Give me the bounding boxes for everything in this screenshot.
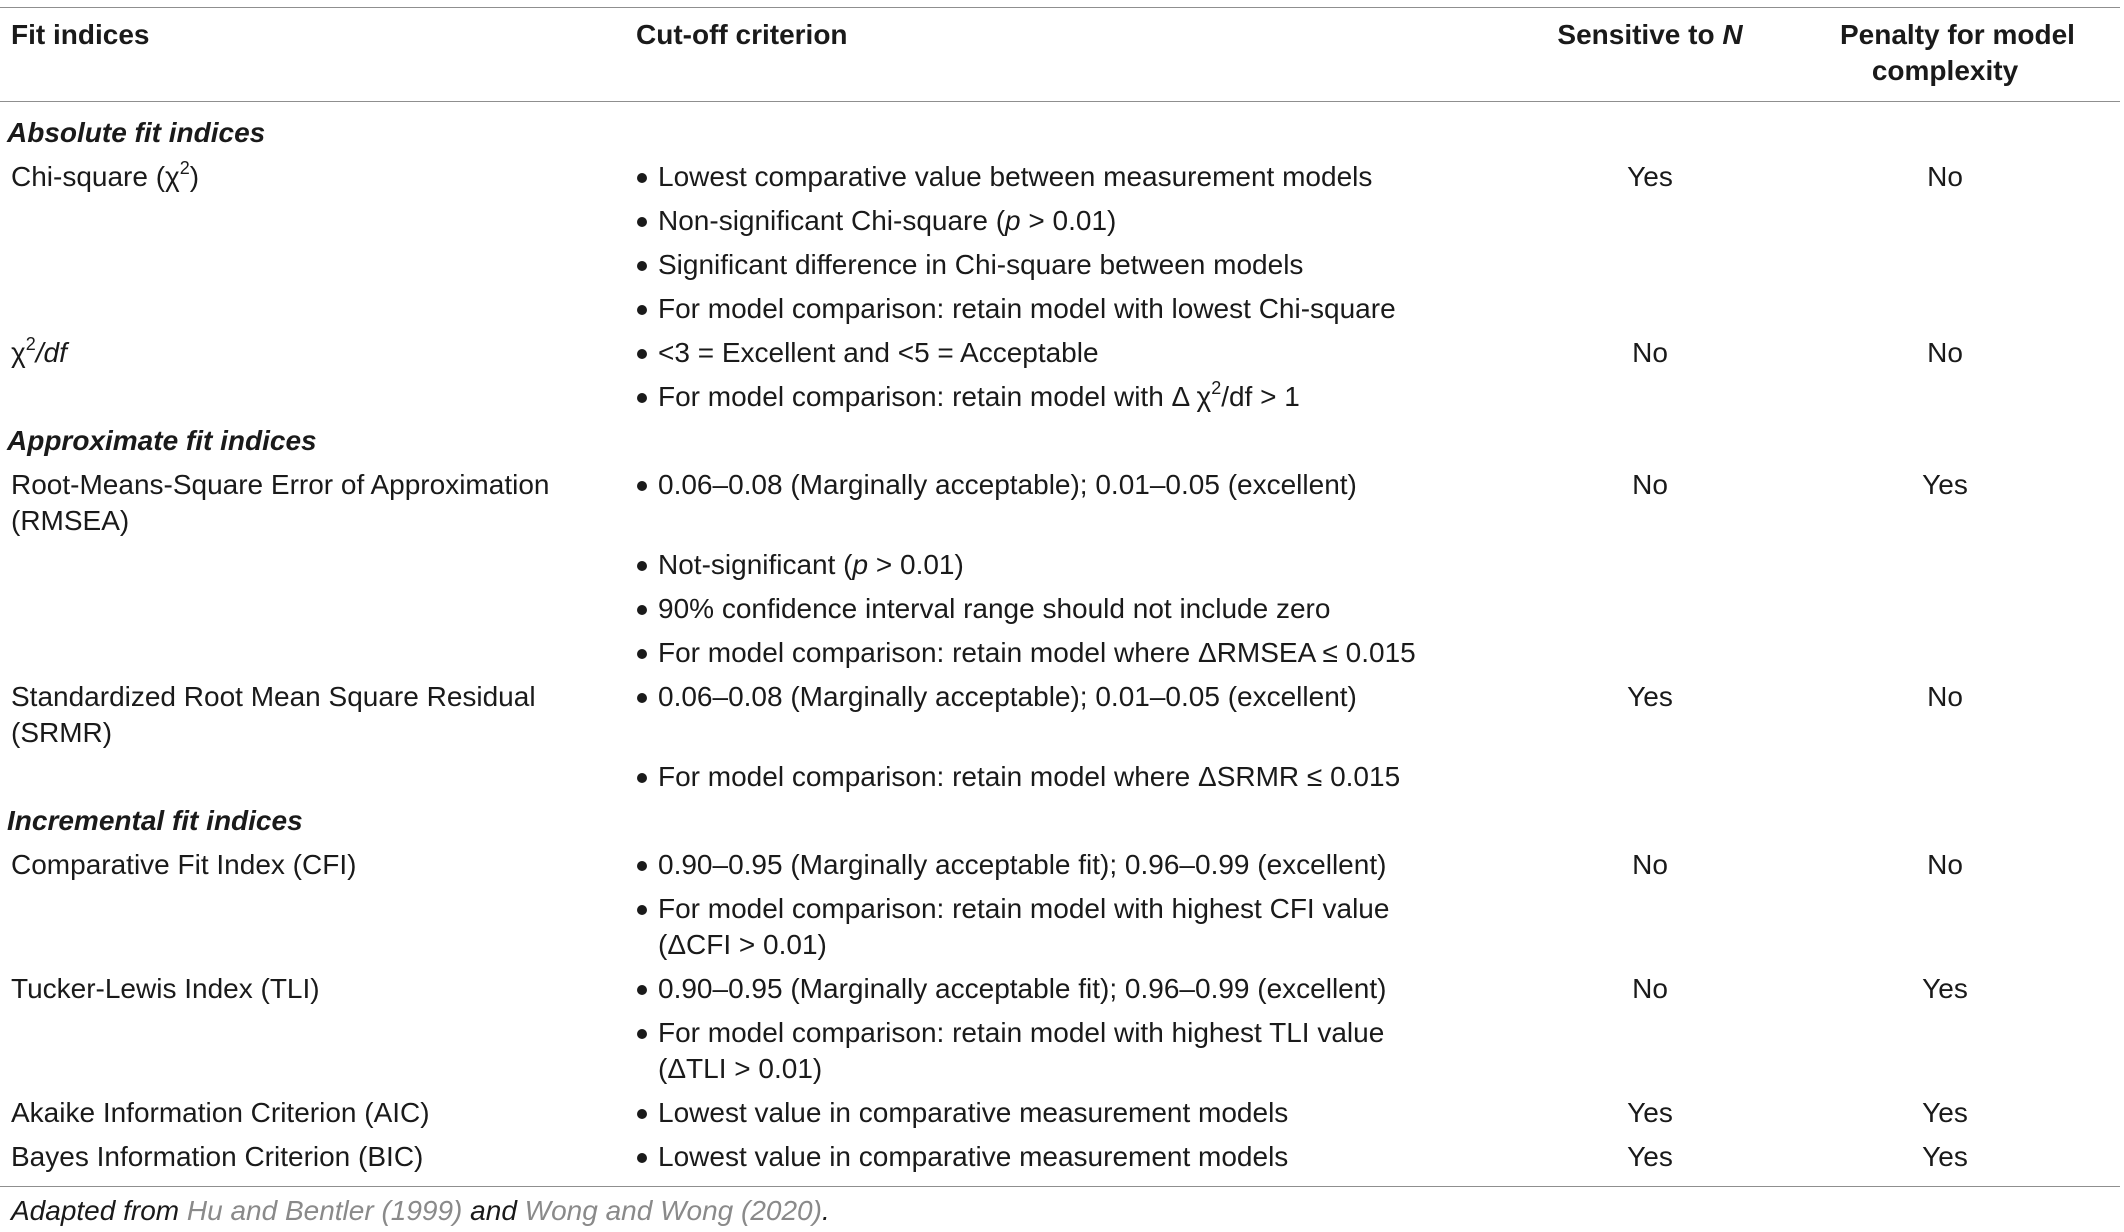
table-footnote <box>11 1193 830 1229</box>
row-srmr-name-line2: (SRMR) <box>11 717 113 748</box>
row-rmsea-criterion-2: Not-significant (p > 0.01) <box>658 549 964 580</box>
header-sensitive-prefix: Sensitive to <box>1557 19 1723 50</box>
row-chisq-df-name: $\chi^2/df$ <box>11 334 67 368</box>
row-chisq-name: Chi-square $(\chi^2)$ <box>11 158 200 192</box>
row-rmsea-name-line2: (RMSEA) <box>11 505 130 536</box>
section-approximate: Approximate fit indices <box>7 425 317 456</box>
row-srmr-penalty: No <box>1927 681 1963 712</box>
row-rmsea-criterion-4: For model comparison: retain model where ΔRMSEA ≤ 0.015 <box>658 637 1416 668</box>
header-cutoff-criterion: Cut-off criterion <box>636 19 848 50</box>
row-cfi-criterion-1: 0.90–0.95 (Marginally acceptable fit); 0.96–0.99 (excellent) <box>658 849 1387 880</box>
bullet-icon <box>637 605 647 615</box>
bullet-icon <box>637 481 647 491</box>
bullet-icon <box>637 649 647 659</box>
header-penalty-line1: Penalty for model <box>1840 19 2075 50</box>
row-rmsea-name-line1: Root-Means-Square Error of Approximation <box>11 469 550 500</box>
row-cfi-criterion-2: For model comparison: retain model with highest CFI value <box>658 893 1390 924</box>
bullet-icon <box>637 773 647 783</box>
row-chisq-criterion-1: Lowest comparative value between measurement models <box>658 161 1373 192</box>
bullet-icon <box>637 985 647 995</box>
header-fit-indices: Fit indices <box>11 19 150 50</box>
row-rmsea-criterion-3: 90% confidence interval range should not include zero <box>658 593 1331 624</box>
header-sensitive-n: N <box>1722 19 1743 50</box>
row-bic-name: Bayes Information Criterion (BIC) <box>11 1141 424 1172</box>
bullet-icon <box>637 305 647 315</box>
footnote-middle: and <box>462 1195 525 1226</box>
top-rule <box>0 7 2120 8</box>
row-aic-name: Akaike Information Criterion (AIC) <box>11 1097 430 1128</box>
row-tli-criterion-1: 0.90–0.95 (Marginally acceptable fit); 0.96–0.99 (excellent) <box>658 973 1387 1004</box>
header-sensitive-to-n <box>1550 17 1750 53</box>
footnote-prefix: Adapted from <box>11 1195 187 1226</box>
row-cfi-sensitive: No <box>1632 849 1668 880</box>
row-srmr-criterion-2: For model comparison: retain model where ΔSRMR ≤ 0.015 <box>658 761 1401 792</box>
bullet-icon <box>637 261 647 271</box>
bullet-icon <box>637 561 647 571</box>
header-penalty-line2: complexity <box>1871 55 2019 86</box>
row-chisq-df-criterion-1: <3 = Excellent and <5 = Acceptable <box>658 337 1099 368</box>
row-chisq-df-sensitive: No <box>1632 337 1668 368</box>
row-cfi-penalty: No <box>1927 849 1963 880</box>
section-incremental: Incremental fit indices <box>7 805 303 836</box>
row-chisq-criterion-3: Significant difference in Chi-square between models <box>658 249 1304 280</box>
bullet-icon <box>637 1109 647 1119</box>
row-bic-penalty: Yes <box>1922 1141 1968 1172</box>
bullet-icon <box>637 905 647 915</box>
row-srmr-name-line1: Standardized Root Mean Square Residual <box>11 681 536 712</box>
row-chisq-criterion-4: For model comparison: retain model with lowest Chi-square <box>658 293 1396 324</box>
row-rmsea-penalty: Yes <box>1922 469 1968 500</box>
row-srmr-criterion-1: 0.06–0.08 (Marginally acceptable); 0.01–0.05 (excellent) <box>658 681 1357 712</box>
row-cfi-criterion-2-cont: (ΔCFI > 0.01) <box>658 929 827 960</box>
row-tli-criterion-2: For model comparison: retain model with highest TLI value <box>658 1017 1385 1048</box>
bullet-icon <box>637 217 647 227</box>
header-rule <box>0 101 2120 102</box>
row-rmsea-sensitive: No <box>1632 469 1668 500</box>
row-aic-criterion-1: Lowest value in comparative measurement models <box>658 1097 1289 1128</box>
bullet-icon <box>637 693 647 703</box>
bullet-icon <box>637 349 647 359</box>
row-tli-name: Tucker-Lewis Index (TLI) <box>11 973 320 1004</box>
row-rmsea-criterion-1: 0.06–0.08 (Marginally acceptable); 0.01–0.05 (excellent) <box>658 469 1357 500</box>
row-chisq-df-criterion-2: For model comparison: retain model with Δ $\chi^2/df > 1$ <box>658 378 1300 412</box>
row-aic-penalty: Yes <box>1922 1097 1968 1128</box>
bullet-icon <box>637 393 647 403</box>
row-chisq-sensitive: Yes <box>1627 161 1673 192</box>
row-srmr-sensitive: Yes <box>1627 681 1673 712</box>
footnote-ref-hu-bentler[interactable]: Hu and Bentler (1999) <box>186 1195 463 1226</box>
bullet-icon <box>637 1029 647 1039</box>
bullet-icon <box>637 861 647 871</box>
row-tli-sensitive: No <box>1632 973 1668 1004</box>
row-tli-criterion-2-cont: (ΔTLI > 0.01) <box>658 1053 823 1084</box>
bottom-rule <box>0 1186 2120 1187</box>
footnote-ref-wong-wong[interactable]: Wong and Wong (2020) <box>524 1195 822 1226</box>
footnote-suffix: . <box>821 1195 830 1226</box>
row-cfi-name: Comparative Fit Index (CFI) <box>11 849 357 880</box>
row-chisq-criterion-2: Non-significant Chi-square (p > 0.01) <box>658 205 1117 236</box>
row-bic-criterion-1: Lowest value in comparative measurement models <box>658 1141 1289 1172</box>
bullet-icon <box>637 173 647 183</box>
row-chisq-df-penalty: No <box>1927 337 1963 368</box>
row-tli-penalty: Yes <box>1922 973 1968 1004</box>
section-absolute: Absolute fit indices <box>7 117 266 148</box>
row-aic-sensitive: Yes <box>1627 1097 1673 1128</box>
row-bic-sensitive: Yes <box>1627 1141 1673 1172</box>
bullet-icon <box>637 1153 647 1163</box>
row-chisq-penalty: No <box>1927 161 1963 192</box>
